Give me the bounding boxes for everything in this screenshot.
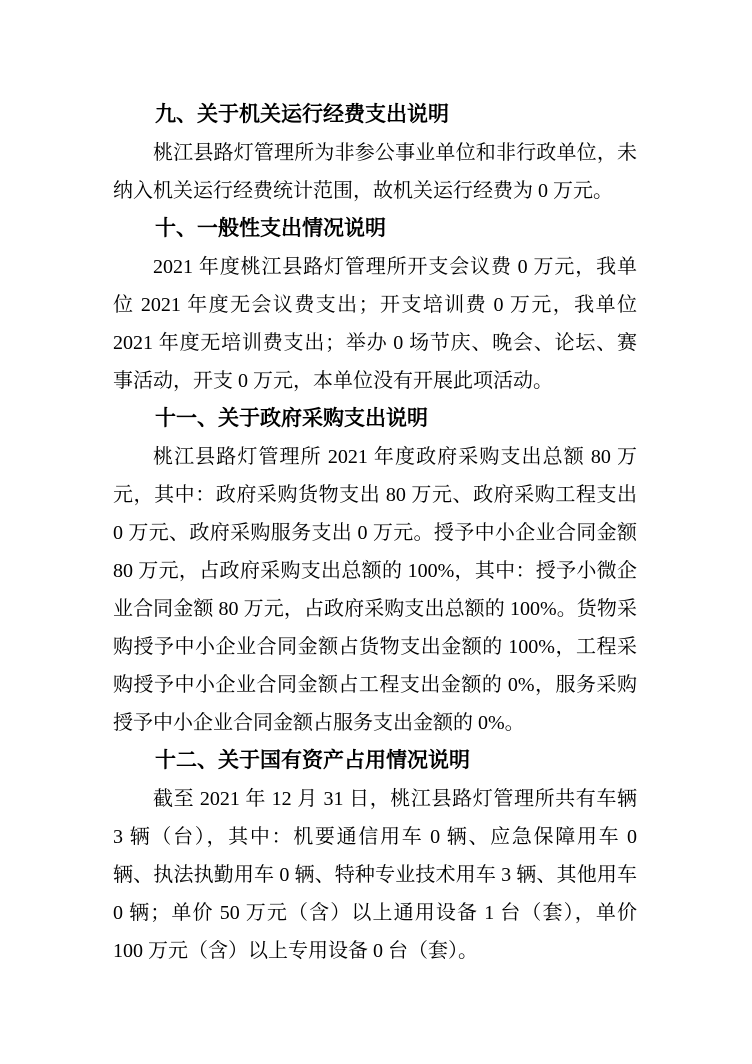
section-general-expenditure [113, 210, 637, 400]
paragraph-agency-operating-expenses: 桃江县路灯管理所为非参公事业单位和非行政单位，未纳入机关运行经费统计范围，故机关运行经费为 0 万元。 [113, 142, 637, 202]
paragraph-general-expenditure: 2021 年度桃江县路灯管理所开支会议费 0 万元，我单位 2021 年度无会议费支出；开支培训费 0 万元，我单位 2021 年度无培训费支出；举办 0 场节庆、晚会、论坛、赛事活动，开支 0 万元，本单位没有开展此项活动。 [113, 256, 637, 392]
paragraph-state-owned-assets: 截至 2021 年 12 月 31 日，桃江县路灯管理所共有车辆 3 辆（台），其中：机要通信用车 0 辆、应急保障用车 0 辆、执法执勤用车 0 辆、特种专业技术用车 3 辆、其他用车 0 辆；单价 50 万元（含）以上通用设备 1 台（套），单价 100 万元（含）以上专用设备 0 台（套）。 [113, 788, 637, 962]
section-heading-general-expenditure: 十、一般性支出情况说明 [155, 217, 386, 240]
paragraph-government-procurement: 桃江县路灯管理所 2021 年度政府采购支出总额 80 万元，其中：政府采购货物支出 80 万元、政府采购工程支出 0 万元、政府采购服务支出 0 万元。授予中小企业合同金额 80 万元，占政府采购支出总额的 100%，其中：授予小微企业合同金额 80 万元，占政府采购支出总额的 100%。货物采购授予中小企业合同金额占货物支出金额的 100%，工程采购授予中小企业合同金额占工程支出金额的 0%，服务采购授予中小企业合同金额占服务支出金额的 0%。 [113, 446, 637, 734]
section-government-procurement [113, 400, 637, 742]
section-agency-operating-expenses [113, 96, 637, 210]
section-state-owned-assets [113, 742, 637, 970]
section-heading-state-owned-assets: 十二、关于国有资产占用情况说明 [155, 749, 470, 772]
section-heading-agency-operating-expenses: 九、关于机关运行经费支出说明 [155, 103, 449, 126]
section-heading-government-procurement: 十一、关于政府采购支出说明 [155, 407, 428, 430]
